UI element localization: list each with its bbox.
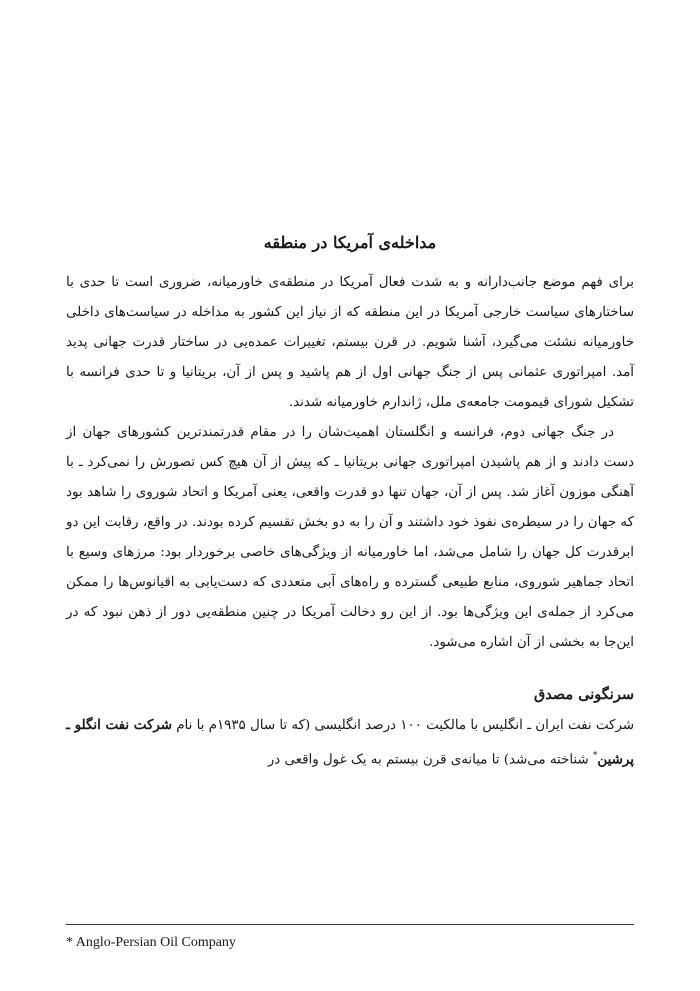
section-title: مداخله‌ی آمریکا در منطقه: [263, 233, 437, 252]
subsection-heading: سرنگونی مصدق: [533, 686, 634, 703]
footnote-marker: *: [592, 751, 598, 761]
paragraph-1: برای فهم موضع جانب‌دارانه و به شدت فعال آمریکا در منطقه‌ی خاورمیانه، ضروری است تا حدی با ساختارهای سیاست خارجی آمریکا در این منطقه که از نیاز این کشور به مداخله در سیاست‌های داخلی خاورمیانه نشئت می‌گیرد، آشنا شویم. در قرن بیستم، تغییرات عمده‌یی در ساختار قدرت جهانی پدید آمد. امپراتوری عثمانی پس از جنگ جهانی اول از هم پاشید و پس از آن، بریتانیا و تا حدی فرانسه با تشکیل شورای قیمومت جامعه‌ی ملل، ژاندارم خاورمیانه شدند.: [66, 275, 634, 410]
paragraph-3-start: شرکت نفت ایران ـ انگلیس با مالکیت ۱۰۰ درصد انگلیسی (که تا سال ۱۹۳۵م با نام: [171, 718, 635, 733]
paragraph-3: [66, 710, 634, 775]
paragraph-3-end: شناخته می‌شد) تا میانه‌ی قرن بیستم به یک غول واقعی در: [267, 752, 593, 768]
footnote: * Anglo-Persian Oil Company: [66, 935, 236, 950]
company-name: شرکت نفت انگلو ـ پرشین: [66, 717, 634, 768]
footnote-divider: [66, 924, 634, 925]
paragraph-2: در جنگ جهانی دوم، فرانسه و انگلستان اهمیت‌شان را در مقام قدرتمندترین کشورهای جهان از دست دادند و از هم پاشیدن امپراتوری جهانی بریتانیا ـ که پیش از آن هیچ کس تصورش را نمی‌کرد ـ با آهنگی موزون آغاز شد. پس از آن، جهان تنها دو قدرت واقعی، یعنی آمریکا و اتحاد شوروی را شاهد بود که جهان را در سیطره‌ی نفوذ خود داشتند و آن را به دو بخش تقسیم کرده بودند. در واقع، رقابت این دو ابرقدرت کل جهان را شامل می‌شد، اما خاورمیانه از ویژگی‌های خاصی برخوردار بود: مرزهای وسیع با اتحاد جماهیر شوروی، منابع طبیعی گسترده و راه‌های آبی متعددی که دست‌یابی به اقیانوس‌ها را ممکن می‌کرد از جمله‌ی این ویژگی‌ها بود. از این رو دخالت آمریکا در چنین منطقه‌یی دور از ذهن نبود که در این‌جا به بخشی از آن اشاره می‌شود.: [66, 425, 634, 650]
page-body: [66, 228, 634, 775]
